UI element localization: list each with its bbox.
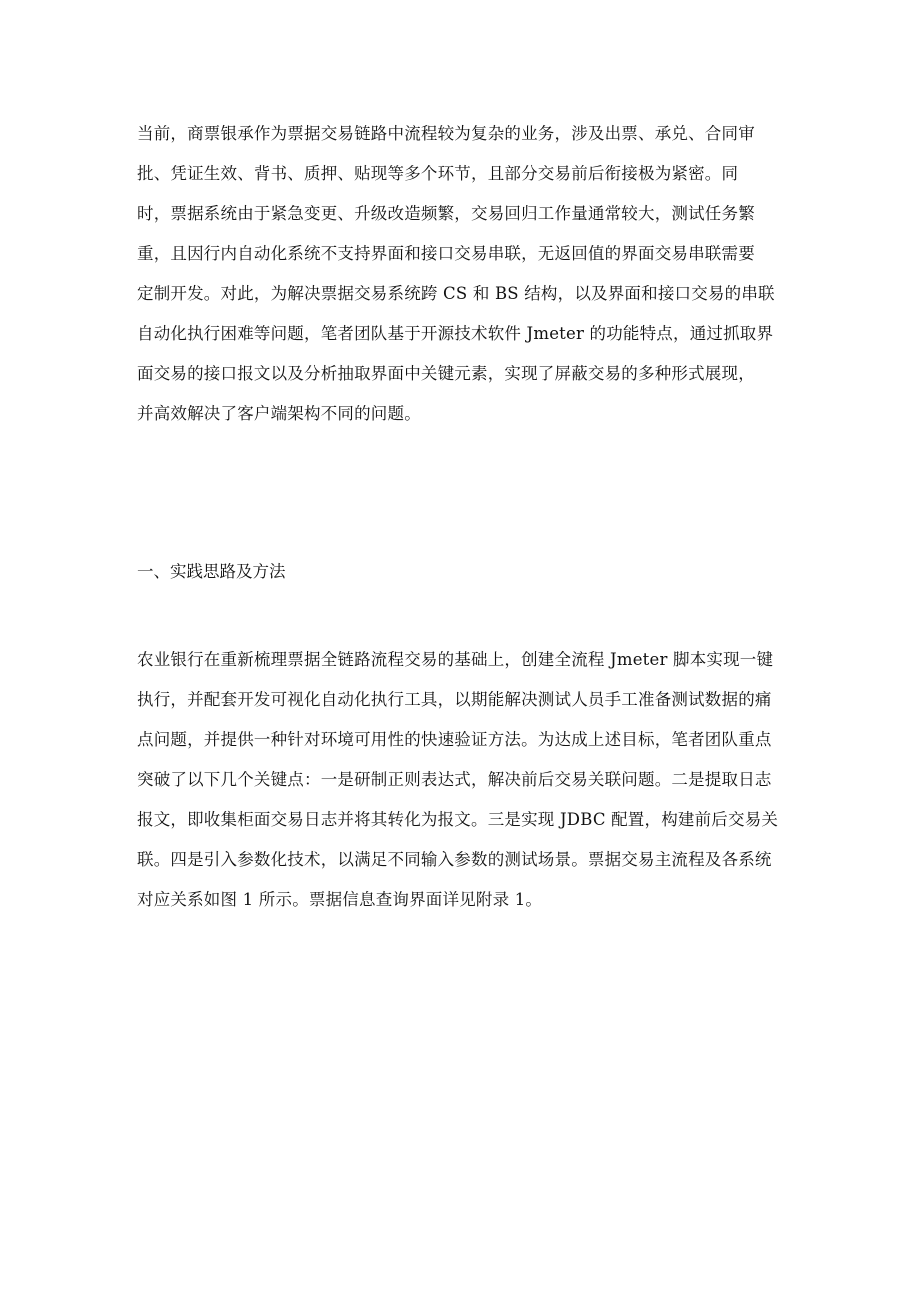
text-line: 当前，商票银承作为票据交易链路中流程较为复杂的业务，涉及出票、承兑、合同审 (137, 124, 755, 143)
text-line: 面交易的接口报文以及分析抽取界面中关键元素，实现了屏蔽交易的多种形式展现， (137, 364, 755, 383)
text-line: 自动化执行困难等问题，笔者团队基于开源技术软件 Jmeter 的功能特点，通过抓取界 (137, 324, 774, 343)
text-line: 时，票据系统由于紧急变更、升级改造频繁，交易回归工作量通常较大，测试任务繁 (137, 204, 755, 223)
text-line: 并高效解决了客户端架构不同的问题。 (137, 404, 421, 423)
text-line: 联。四是引入参数化技术，以满足不同输入参数的测试场景。票据交易主流程及各系统 (137, 850, 772, 869)
text-line: 农业银行在重新梳理票据全链路流程交易的基础上，创建全流程 Jmeter 脚本实现一键 (137, 650, 774, 669)
text-line: 报文，即收集柜面交易日志并将其转化为报文。三是实现 JDBC 配置，构建前后交易关 (137, 810, 779, 829)
text-line: 批、凭证生效、背书、质押、贴现等多个环节，且部分交易前后衔接极为紧密。同 (137, 164, 739, 183)
text-line: 重，且因行内自动化系统不支持界面和接口交易串联，无返回值的界面交易串联需要 (137, 244, 755, 263)
text-line: 点问题，并提供一种针对环境可用性的快速验证方法。为达成上述目标，笔者团队重点 (137, 730, 772, 749)
intro-paragraph (137, 114, 787, 434)
text-line: 对应关系如图 1 所示。票据信息查询界面详见附录 1。 (137, 890, 543, 909)
section-paragraph (137, 640, 787, 920)
text-line: 执行，并配套开发可视化自动化执行工具，以期能解决测试人员手工准备测试数据的痛 (137, 690, 772, 709)
text-line: 突破了以下几个关键点：一是研制正则表达式，解决前后交易关联问题。二是提取日志 (137, 770, 772, 789)
text-line: 定制开发。对此，为解决票据交易系统跨 CS 和 BS 结构，以及界面和接口交易的串联 (137, 284, 775, 303)
section-heading: 一、实践思路及方法 (137, 562, 286, 581)
